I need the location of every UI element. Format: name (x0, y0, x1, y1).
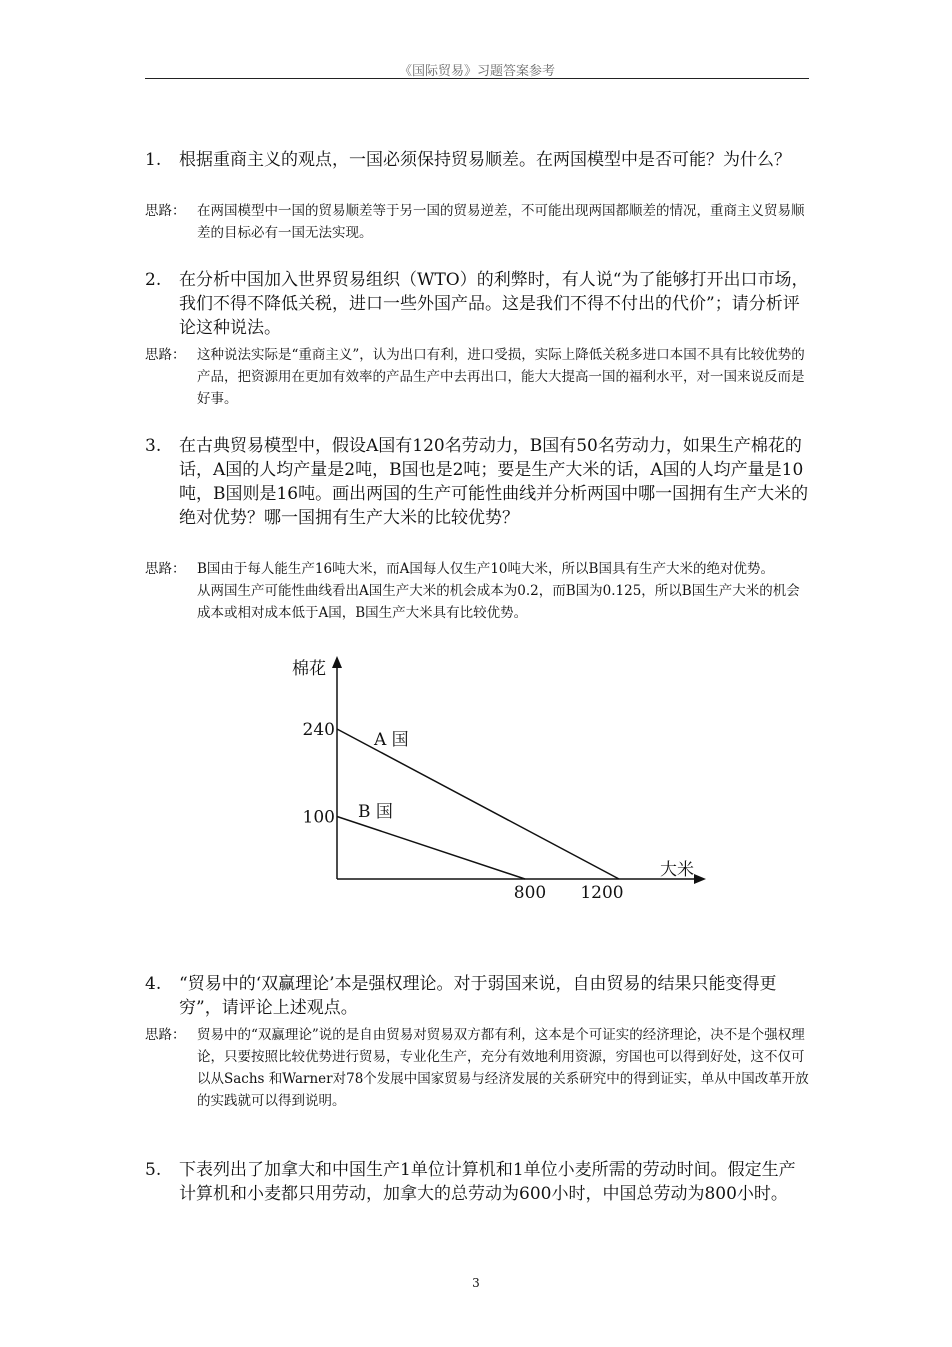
production-possibility-chart (280, 650, 720, 910)
answer-3 (145, 558, 809, 624)
question-text: 下表列出了加拿大和中国生产1单位计算机和1单位小麦所需的劳动时间。假定生产计算机和小麦都只用劳动，加拿大的总劳动为600小时，中国总劳动为800小时。 (179, 1160, 796, 1204)
answer-text: 从两国生产可能性曲线看出A国生产大米的机会成本为0.2，而B国为0.125，所以B国生产大米的机会成本或相对成本低于A国，B国生产大米具有比较优势。 (197, 583, 800, 621)
x-tick-label: 800 (513, 883, 547, 903)
question-3 (145, 434, 809, 530)
x-tick-label: 1200 (580, 883, 624, 903)
x-axis-arrow-icon (694, 874, 706, 884)
y-tick-label: 100 (302, 807, 335, 828)
y-tick-label: 240 (302, 720, 335, 740)
question-text: 在古典贸易模型中，假设A国有120名劳动力，B国有50名劳动力，如果生产棉花的话，A国的人均产量是2吨，B国也是2吨；要是生产大米的话，A国的人均产量是10吨，B国则是16吨。画出两国的生产可能性曲线并分析两国中哪一国拥有生产大米的绝对优势？哪一国拥有生产大米的比较优势？ (179, 436, 809, 528)
answer-label: 思路： (145, 1027, 186, 1043)
answer-label: 思路： (145, 203, 186, 219)
y-axis-label: 棉花 (292, 659, 326, 679)
answer-text: 贸易中的“双赢理论”说的是自由贸易对贸易双方都有利，这本是个可证实的经济理论，决不是个强权理论，只要按照比较优势进行贸易，专业化生产，充分有效地利用资源，穷国也可以得到好处，这不仅可以从Sachs 和Warner对78个发展中国家贸易与经济发展的关系研究中的得到证实，单从中国改革开放的实践就可以得到说明。 (197, 1027, 809, 1109)
header-rule (145, 78, 809, 79)
series-label: B 国 (358, 802, 393, 822)
question-number: 1. (145, 150, 162, 170)
answer-text: 这种说法实际是“重商主义”，认为出口有利，进口受损，实际上降低关税多进口本国不具有比较优势的产品，把资源用在更加有效率的产品生产中去再出口，能大大提高一国的福利水平，对一国来说反而是好事。 (197, 347, 805, 407)
question-4 (145, 972, 809, 1020)
answer-1 (145, 200, 809, 244)
question-text: “贸易中的‘双赢理论’本是强权理论。对于弱国来说，自由贸易的结果只能变得更穷”，请评论上述观点。 (179, 974, 777, 1018)
answer-4 (145, 1024, 809, 1112)
page-header-title: 《国际贸易》习题答案参考 (398, 64, 555, 79)
question-text: 在分析中国加入世界贸易组织（WTO）的利弊时，有人说“为了能够打开出口市场，我们不得不降低关税，进口一些外国产品。这是我们不得不付出的代价”；请分析评论这种说法。 (179, 270, 809, 338)
answer-text: 在两国模型中一国的贸易顺差等于另一国的贸易逆差，不可能出现两国都顺差的情况，重商主义贸易顺差的目标必有一国无法实现。 (197, 203, 805, 241)
answer-2 (145, 344, 809, 410)
y-axis-arrow-icon (332, 656, 342, 668)
answer-label: 思路： (145, 561, 186, 577)
question-text: 根据重商主义的观点，一国必须保持贸易顺差。在两国模型中是否可能？为什么？ (179, 150, 791, 170)
question-1 (145, 148, 809, 172)
question-number: 2. (145, 270, 162, 290)
series-line (337, 817, 525, 880)
x-axis-label: 大米 (660, 860, 694, 880)
series-label: A 国 (374, 730, 409, 750)
question-2 (145, 268, 809, 340)
question-number: 3. (145, 436, 162, 456)
answer-text: B国由于每人能生产16吨大米，而A国每人仅生产10吨大米，所以B国具有生产大米的绝对优势。 (197, 561, 774, 577)
question-number: 4. (145, 974, 162, 994)
answer-label: 思路： (145, 347, 186, 363)
page-number: 3 (472, 1276, 480, 1290)
question-number: 5. (145, 1160, 162, 1180)
question-5 (145, 1158, 809, 1206)
